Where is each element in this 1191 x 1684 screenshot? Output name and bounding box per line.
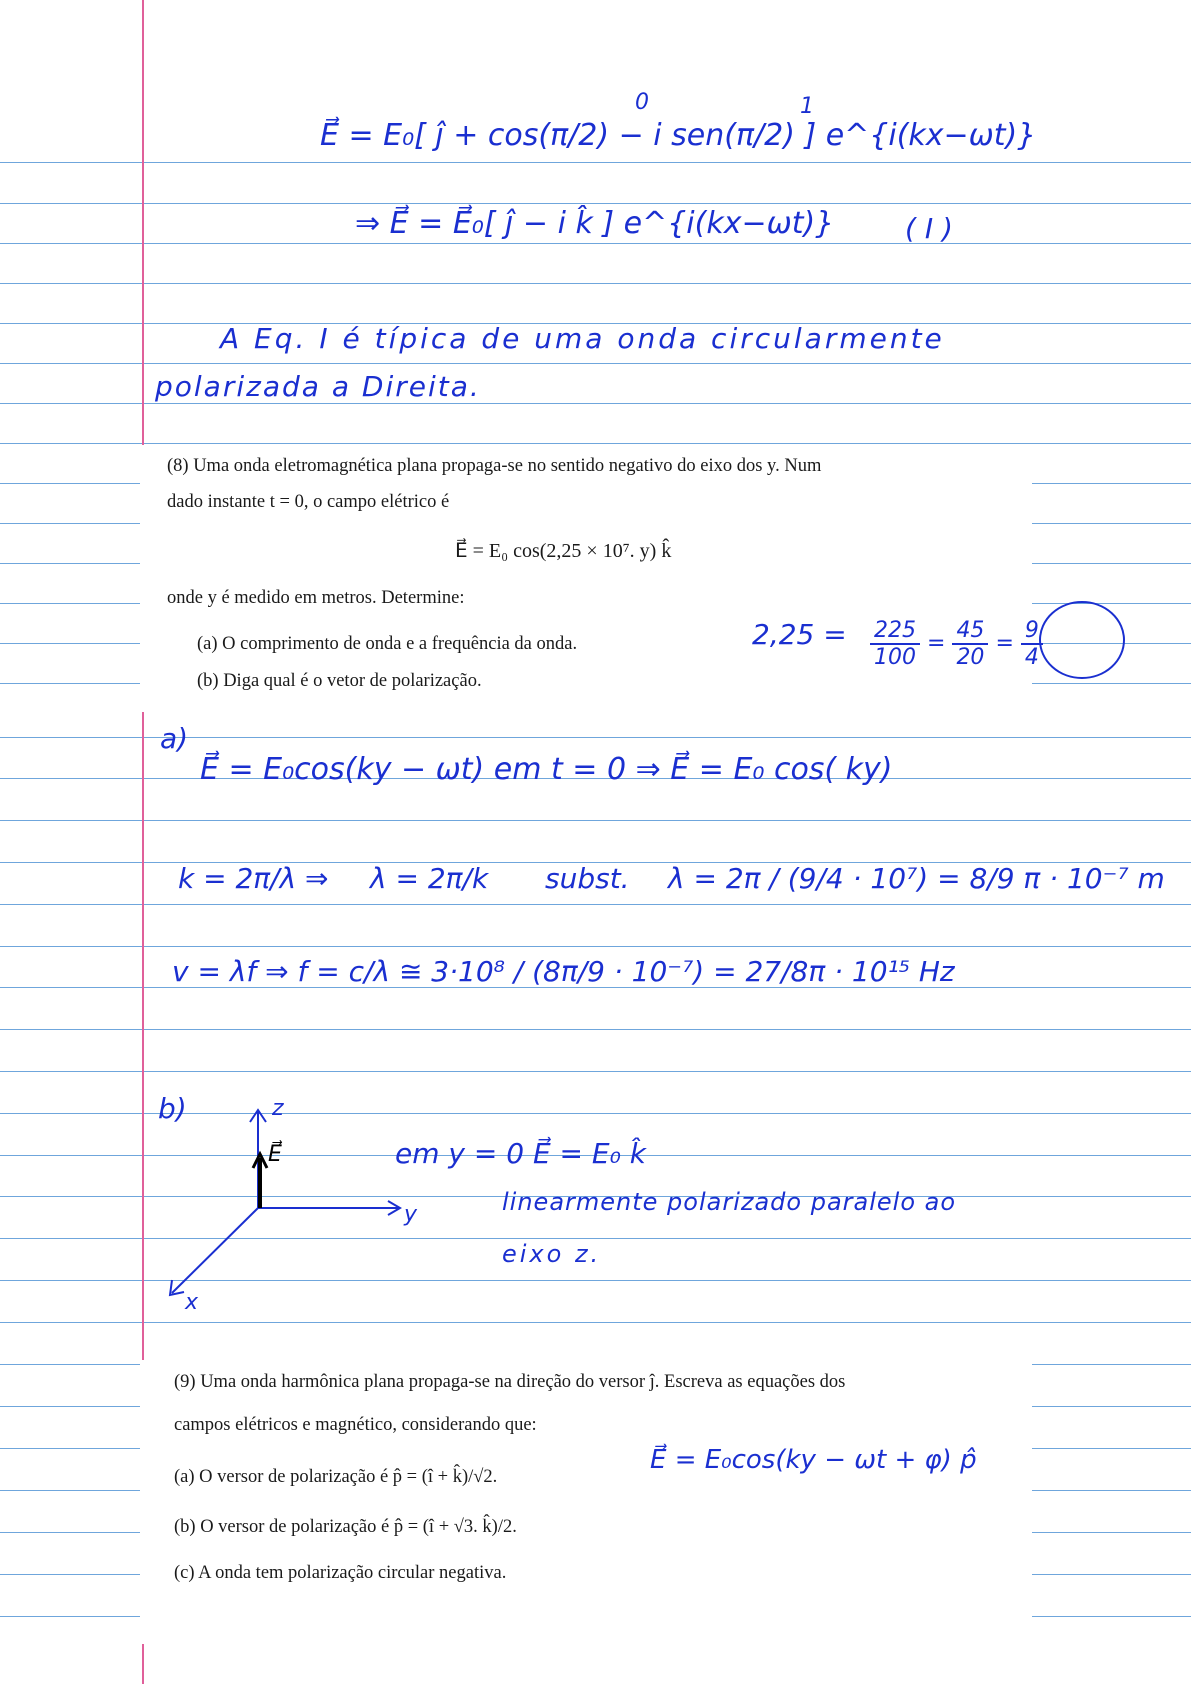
frac3-num: 9 — [1021, 618, 1043, 645]
b-line2: linearmente polarizado paralelo ao — [502, 1188, 957, 1216]
axis-e-label: E⃗ — [268, 1142, 282, 1167]
eq1-one: 1 — [800, 94, 814, 119]
frac1: $\frac{225}{100}$ = $\frac{45}{20}$ = $\frac{9}{4}$ — [870, 618, 1043, 670]
a-freq: v = λf ⇒ f = c/λ ≅ 3·10⁸ / (8π/9 · 10⁻⁷) = 27/8π · 10¹⁵ Hz — [172, 955, 955, 988]
a-subst: subst. — [545, 862, 630, 895]
q9-item-b: (b) O versor de polarização é p̂ = (î + √3. k̂)/2. — [174, 1517, 517, 1537]
frac-work: 2,25 = — [752, 618, 847, 651]
q9-line2: campos elétricos e magnético, considerando que: — [174, 1415, 537, 1435]
frac3-den: 4 — [1024, 645, 1039, 670]
q8-item-b: (b) Diga qual é o vetor de polarização. — [197, 671, 482, 691]
q8-line2: dado instante t = 0, o campo elétrico é — [167, 492, 450, 512]
axis-z-label: z — [272, 1096, 284, 1121]
axis-y-label: y — [404, 1202, 418, 1227]
frac1-num: 225 — [870, 618, 920, 645]
eq1: E⃗ = E₀[ ĵ + cos(π/2) − i sen(π/2) ] e^{i(kx−ωt)} — [320, 118, 1037, 153]
q8-line3: onde y é medido em metros. Determine: — [167, 588, 465, 608]
a-k: k = 2π/λ ⇒ — [178, 862, 329, 895]
q9-item-a: (a) O versor de polarização é p̂ = (î + k̂)/√2. — [174, 1467, 498, 1487]
remark-line1: A Eq. I é típica de uma onda circularmente — [220, 322, 945, 355]
frac2-den: 20 — [956, 645, 985, 670]
eq2-tag: ( I ) — [905, 212, 953, 245]
b-line1: em y = 0 E⃗ = E₀ k̂ — [395, 1137, 646, 1170]
axis-x-label: x — [185, 1290, 199, 1315]
a-line1: E⃗ = E₀cos(ky − ωt) em t = 0 ⇒ E⃗ = E₀ cos( ky) — [200, 752, 893, 787]
q9-line1: (9) Uma onda harmônica plana propaga-se na direção do versor ĵ. Escreva as equações dos — [174, 1372, 846, 1392]
part-b-label: b) — [158, 1092, 187, 1125]
remark-line2: polarizada a Direita. — [155, 370, 481, 403]
eq1-zero: 0 — [635, 90, 649, 115]
a-lambda: λ = 2π/k — [370, 862, 489, 895]
part-a-label: a) — [160, 722, 189, 755]
q8-line1: (8) Uma onda eletromagnética plana propaga-se no sentido negativo do eixo dos y. Num — [167, 456, 822, 476]
q9-field: E⃗ = E₀cos(ky − ωt + φ) p̂ — [650, 1445, 977, 1475]
a-lambda2: λ = 2π / (9/4 · 10⁷) = 8/9 π · 10⁻⁷ m — [668, 862, 1165, 895]
q8-item-a: (a) O comprimento de onda e a frequência da onda. — [197, 634, 578, 654]
frac2-num: 45 — [952, 618, 988, 645]
eq2: ⇒ E⃗ = E⃗₀[ ĵ − i k̂ ] e^{i(kx−ωt)} — [355, 206, 835, 241]
q9-item-c: (c) A onda tem polarização circular negativa. — [174, 1563, 507, 1583]
b-line3: eixo z. — [502, 1240, 602, 1268]
q8-equation: E⃗ = E₀ cos(2,25 × 10⁷. y) k̂ — [455, 540, 672, 562]
frac1-den: 100 — [874, 645, 916, 670]
